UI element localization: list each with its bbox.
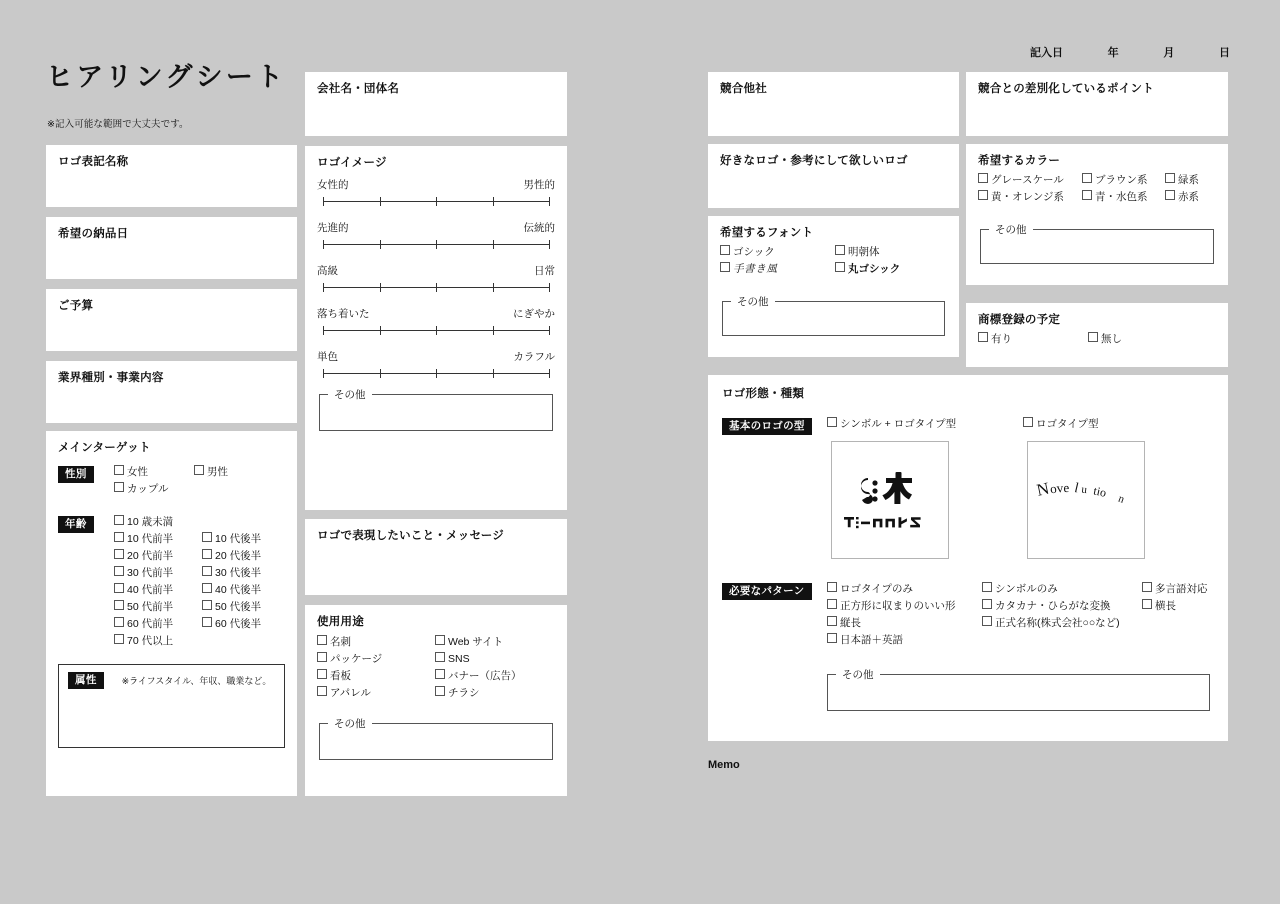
checkbox-label: 60 代前半 [127, 617, 174, 630]
scale-left-label: 高級 [317, 264, 338, 277]
scale-modern-traditional[interactable] [317, 220, 555, 250]
logo-type-other-label: その他 [842, 668, 874, 681]
checkbox-usage-businesscard[interactable] [317, 634, 351, 651]
usage-column-right [435, 634, 555, 702]
checkbox-icon [827, 582, 837, 592]
section-color [966, 144, 1228, 285]
basic-logo-type-tag: 基本のロゴの型 [722, 418, 812, 435]
checkbox-label: パッケージ [330, 652, 383, 665]
checkbox-icon [982, 582, 992, 592]
checkbox-font-round-gothic[interactable] [835, 261, 900, 278]
logo-image-other-label: その他 [334, 388, 366, 401]
checkbox-label: 50 代前半 [127, 600, 174, 613]
checkbox-icon [114, 482, 124, 492]
axis-tick [380, 326, 381, 335]
checkbox-icon [202, 583, 212, 593]
checkbox-label: 黄・オレンジ系 [991, 190, 1064, 203]
checkbox-pattern-square-fit[interactable] [827, 598, 956, 615]
checkbox-label: 正式名称(株式会社○○など) [995, 616, 1120, 629]
checkbox-usage-sns[interactable] [435, 651, 470, 668]
axis-tick [380, 240, 381, 249]
color-title: 希望するカラー [978, 155, 1061, 167]
checkbox-usage-signboard[interactable] [317, 668, 351, 685]
checkbox-label: ブラウン系 [1095, 173, 1148, 186]
checkbox-label: 70 代以上 [127, 634, 174, 647]
checkbox-label: 丸ゴシック [848, 262, 901, 275]
checkbox-icon [114, 549, 124, 559]
checkbox-label: 縦長 [840, 616, 861, 629]
checkbox-age-early40s[interactable] [114, 582, 173, 599]
checkbox-color-yellow-orange[interactable] [978, 189, 1082, 206]
gender-group [58, 464, 285, 498]
basic-logo-type-group [722, 416, 1214, 559]
checkbox-icon [317, 635, 327, 645]
checkbox-age-early10s[interactable] [114, 531, 173, 548]
checkbox-label: 青・水色系 [1095, 190, 1148, 203]
checkbox-gender-female[interactable] [114, 464, 194, 481]
field-logo-name[interactable] [46, 145, 297, 207]
checkbox-font-gothic[interactable] [720, 244, 775, 261]
checkbox-label: 名刺 [330, 635, 351, 648]
checkbox-label: 多言語対応 [1155, 582, 1208, 595]
field-logo-message-title: ロゴで表現したいこと・メッセージ [317, 530, 504, 542]
scale-right-label: にぎやか [513, 307, 555, 320]
field-company-name-title: 会社名・団体名 [317, 83, 400, 95]
axis-tick [323, 326, 324, 335]
checkbox-label: 40 代前半 [127, 583, 174, 596]
checkbox-icon [1082, 173, 1092, 183]
trademark-title: 商標登録の予定 [978, 314, 1061, 326]
logo-sample-symbol-group [827, 416, 1023, 559]
checkbox-label: 無し [1101, 332, 1122, 345]
checkbox-label: Web サイト [448, 635, 504, 648]
axis-tick [380, 369, 381, 378]
axis-tick [380, 197, 381, 206]
checkbox-label: グレースケール [991, 173, 1064, 186]
checkbox-icon [202, 549, 212, 559]
svg-text:ove: ove [1049, 479, 1070, 497]
checkbox-icon [114, 566, 124, 576]
svg-text:l: l [1073, 481, 1079, 497]
attributes-note: ※ライフスタイル、年収、職業など。 [121, 675, 272, 686]
field-competitors-title: 競合他社 [720, 83, 767, 95]
checkbox-color-red[interactable] [1165, 189, 1199, 206]
scale-left-label: 単色 [317, 350, 338, 363]
svg-text:tio: tio [1092, 483, 1108, 500]
day-label[interactable]: 日 [1218, 47, 1230, 59]
main-target-title: メインターゲット [58, 442, 151, 454]
scale-luxury-daily[interactable] [317, 263, 555, 293]
checkbox-label: 緑系 [1178, 173, 1199, 186]
required-pattern-group [722, 581, 1214, 649]
checkbox-label: SNS [448, 652, 470, 665]
field-favorite-logos[interactable] [708, 144, 959, 208]
checkbox-icon [114, 532, 124, 542]
axis-tick [493, 326, 494, 335]
font-column-left [720, 244, 835, 278]
font-title: 希望するフォント [720, 227, 814, 239]
checkbox-icon [202, 600, 212, 610]
field-delivery-date-title: 希望の納品日 [58, 228, 129, 240]
checkbox-icon [1088, 332, 1098, 342]
checkbox-label: カップル [127, 482, 169, 495]
checkbox-icon [202, 532, 212, 542]
section-logo-type [708, 375, 1228, 741]
axis-tick [549, 326, 550, 335]
checkbox-icon [827, 616, 837, 626]
scale-axis[interactable] [323, 282, 549, 293]
checkbox-color-brown[interactable] [1082, 172, 1165, 189]
checkbox-icon [1082, 190, 1092, 200]
required-pattern-tag: 必要なパターン [722, 583, 812, 600]
logo-type-other-box[interactable] [827, 667, 1210, 711]
scale-left-label: 落ち着いた [317, 307, 370, 320]
axis-tick [493, 197, 494, 206]
checkbox-label: 日本語＋英語 [840, 633, 903, 646]
checkbox-icon [1142, 582, 1152, 592]
checkbox-label: チラシ [448, 686, 480, 699]
checkbox-type-logotype[interactable] [1023, 416, 1098, 433]
checkbox-icon [435, 669, 445, 679]
checkbox-age-late10s[interactable] [202, 531, 261, 548]
year-label[interactable]: 年 [1107, 47, 1119, 59]
entry-date-label: 記入日 [1030, 47, 1063, 59]
section-usage [305, 605, 567, 796]
checkbox-icon [827, 417, 837, 427]
checkbox-color-grayscale[interactable] [978, 172, 1082, 189]
checkbox-age-under10[interactable] [114, 514, 173, 531]
field-competitors[interactable] [708, 72, 959, 136]
checkbox-label: 10 代後半 [215, 532, 262, 545]
checkbox-age-early30s[interactable] [114, 565, 173, 582]
logo-sample-logotype-group [1023, 416, 1214, 559]
attributes-tag: 属性 [68, 672, 104, 689]
checkbox-label: 手書き風 [733, 262, 778, 275]
pattern-column-2 [982, 581, 1142, 649]
checkbox-icon [835, 245, 845, 255]
checkbox-label: シンボルのみ [995, 582, 1058, 595]
checkbox-icon [114, 583, 124, 593]
checkbox-icon [317, 652, 327, 662]
checkbox-pattern-kana-conversion[interactable] [982, 598, 1111, 615]
checkbox-icon [114, 617, 124, 627]
scale-axis[interactable] [323, 196, 549, 207]
checkbox-age-early20s[interactable] [114, 548, 173, 565]
field-budget[interactable] [46, 289, 297, 351]
font-other-box[interactable] [722, 294, 945, 336]
checkbox-trademark-no[interactable] [1088, 331, 1122, 348]
checkbox-icon [827, 599, 837, 609]
logo-image-title: ロゴイメージ [317, 157, 387, 169]
field-differentiation-title: 競合との差別化しているポイント [978, 83, 1154, 95]
novelution-wordmark-icon [1030, 474, 1142, 526]
age-column-left [114, 514, 202, 650]
memo-label: Memo [708, 759, 740, 771]
checkbox-icon [317, 669, 327, 679]
checkbox-label: 看板 [330, 669, 351, 682]
axis-tick [493, 240, 494, 249]
checkbox-color-blue-lightblue[interactable] [1082, 189, 1165, 206]
age-column-right [202, 514, 285, 650]
axis-tick [549, 240, 550, 249]
usage-other-label: その他 [334, 717, 366, 730]
gender-tag: 性別 [58, 466, 94, 483]
checkbox-icon [978, 332, 988, 342]
checkbox-label: 10 歳未満 [127, 515, 174, 528]
axis-tick [549, 283, 550, 292]
checkbox-age-late60s[interactable] [202, 616, 261, 633]
field-company-name[interactable] [305, 72, 567, 136]
checkbox-label: 有り [991, 332, 1012, 345]
section-main-target [46, 431, 297, 796]
scale-axis[interactable] [323, 239, 549, 250]
checkbox-icon [202, 617, 212, 627]
svg-text:u: u [1080, 483, 1088, 497]
checkbox-label: カタカナ・ひらがな変換 [995, 599, 1111, 612]
entry-date-row [1030, 44, 1230, 60]
checkbox-usage-website[interactable] [435, 634, 503, 651]
svg-text:N: N [1034, 478, 1051, 500]
axis-tick [380, 283, 381, 292]
field-industry-title: 業界種別・事業内容 [58, 372, 164, 384]
pattern-column-3 [1142, 581, 1214, 649]
font-column-right [835, 244, 947, 278]
axis-tick [436, 283, 437, 292]
checkbox-color-green[interactable] [1165, 172, 1199, 189]
section-logo-image [305, 146, 567, 510]
font-other-label: その他 [737, 295, 769, 308]
checkbox-label: アパレル [330, 686, 371, 699]
color-other-label: その他 [995, 223, 1027, 236]
checkbox-pattern-vertical[interactable] [827, 615, 861, 632]
checkbox-age-late50s[interactable] [202, 599, 261, 616]
pattern-column-1 [827, 581, 982, 649]
checkbox-icon [1165, 173, 1175, 183]
checkbox-icon [982, 599, 992, 609]
month-label[interactable]: 月 [1163, 47, 1175, 59]
axis-tick [323, 283, 324, 292]
checkbox-icon [114, 634, 124, 644]
checkbox-label: 20 代前半 [127, 549, 174, 562]
field-industry[interactable] [46, 361, 297, 423]
logo-image-other-box[interactable] [319, 387, 553, 431]
checkbox-age-late40s[interactable] [202, 582, 261, 599]
checkbox-label: 横長 [1155, 599, 1176, 612]
page-note: ※記入可能な範囲で大丈夫です。 [47, 119, 189, 130]
checkbox-gender-couple[interactable] [114, 481, 168, 498]
logo-type-title: ロゴ形態・種類 [722, 388, 805, 400]
checkbox-icon [194, 465, 204, 475]
scale-right-label: カラフル [513, 350, 555, 363]
checkbox-age-over70s[interactable] [114, 633, 173, 650]
checkbox-label: 明朝体 [848, 246, 880, 258]
field-differentiation[interactable] [966, 72, 1228, 136]
checkbox-usage-banner[interactable] [435, 668, 522, 685]
scale-calm-lively[interactable] [317, 306, 555, 336]
svg-text:n: n [1116, 492, 1126, 506]
checkbox-icon [435, 635, 445, 645]
checkbox-age-late30s[interactable] [202, 565, 261, 582]
checkbox-icon [202, 566, 212, 576]
checkbox-pattern-japanese-english[interactable] [827, 632, 903, 649]
scale-feminine-masculine[interactable] [317, 177, 555, 207]
field-budget-title: ご予算 [58, 300, 94, 312]
usage-column-left [317, 634, 435, 702]
axis-tick [436, 369, 437, 378]
scale-left-label: 先進的 [317, 221, 349, 234]
symbol-mark-icon [855, 470, 925, 510]
checkbox-type-symbol-logotype[interactable] [827, 416, 956, 433]
checkbox-label: 10 代前半 [127, 532, 174, 545]
checkbox-icon [114, 465, 124, 475]
checkbox-icon [317, 686, 327, 696]
checkbox-icon [435, 652, 445, 662]
field-logo-name-title: ロゴ表記名称 [58, 156, 129, 168]
checkbox-font-handwriting[interactable] [720, 261, 778, 278]
field-favorite-logos-title: 好きなロゴ・参考にして欲しいロゴ [720, 155, 908, 167]
checkbox-label: 30 代前半 [127, 566, 174, 579]
checkbox-icon [827, 633, 837, 643]
axis-tick [436, 326, 437, 335]
checkbox-label: ロゴタイプのみ [840, 582, 913, 595]
section-trademark [966, 303, 1228, 367]
checkbox-label: シンボル + ロゴタイプ型 [840, 417, 957, 430]
checkbox-icon [720, 262, 730, 272]
axis-tick [436, 197, 437, 206]
checkbox-label: 30 代後半 [215, 566, 262, 579]
logo-sample-symbol [831, 441, 949, 559]
axis-tick [493, 369, 494, 378]
checkbox-usage-package[interactable] [317, 651, 382, 668]
attributes-box[interactable] [58, 664, 285, 748]
checkbox-age-early50s[interactable] [114, 599, 173, 616]
checkbox-label: 60 代後半 [215, 617, 262, 630]
axis-tick [549, 369, 550, 378]
checkbox-icon [1023, 417, 1033, 427]
checkbox-age-early60s[interactable] [114, 616, 173, 633]
checkbox-icon [114, 600, 124, 610]
checkbox-usage-apparel[interactable] [317, 685, 371, 702]
checkbox-icon [1165, 190, 1175, 200]
axis-tick [436, 240, 437, 249]
checkbox-icon [720, 245, 730, 255]
age-group [58, 514, 285, 650]
checkbox-label: 20 代後半 [215, 549, 262, 562]
checkbox-usage-flyer[interactable] [435, 685, 480, 702]
scale-right-label: 男性的 [523, 178, 555, 191]
axis-tick [323, 197, 324, 206]
axis-tick [493, 283, 494, 292]
checkbox-icon [1142, 599, 1152, 609]
axis-tick [323, 369, 324, 378]
checkbox-label: ロゴタイプ型 [1036, 417, 1099, 430]
checkbox-icon [978, 190, 988, 200]
checkbox-gender-male[interactable] [194, 464, 228, 481]
checkbox-label: バナー（広告） [448, 669, 522, 682]
scale-axis[interactable] [323, 325, 549, 336]
checkbox-icon [835, 262, 845, 272]
logo-sample-logotype [1027, 441, 1145, 559]
checkbox-icon [114, 515, 124, 525]
scale-monochrome-colorful[interactable] [317, 349, 555, 379]
checkbox-label: 男性 [207, 465, 228, 478]
section-font [708, 216, 959, 357]
checkbox-icon [435, 686, 445, 696]
checkbox-trademark-yes[interactable] [978, 331, 1088, 348]
checkbox-label: 50 代後半 [215, 600, 262, 613]
age-tag: 年齢 [58, 516, 94, 533]
usage-title: 使用用途 [317, 616, 364, 628]
axis-tick [323, 240, 324, 249]
checkbox-pattern-logotype-only[interactable] [827, 581, 913, 598]
checkbox-pattern-multilingual[interactable] [1142, 581, 1208, 598]
checkbox-label: 40 代後半 [215, 583, 262, 596]
symbol-mark-wordmark-icon [842, 514, 938, 530]
scale-right-label: 伝統的 [523, 221, 555, 234]
checkbox-icon [982, 616, 992, 626]
scale-left-label: 女性的 [317, 178, 349, 191]
page-title: ヒアリングシート [46, 62, 287, 92]
axis-tick [549, 197, 550, 206]
checkbox-font-mincho[interactable] [835, 244, 880, 261]
checkbox-pattern-formal-name[interactable] [982, 615, 1120, 632]
color-other-box[interactable] [980, 222, 1214, 264]
usage-other-box[interactable] [319, 716, 553, 760]
field-logo-message[interactable] [305, 519, 567, 595]
checkbox-label: 正方形に収まりのいい形 [840, 599, 956, 612]
field-delivery-date[interactable] [46, 217, 297, 279]
checkbox-icon [978, 173, 988, 183]
scale-right-label: 日常 [534, 264, 555, 277]
checkbox-label: 女性 [127, 465, 148, 478]
checkbox-pattern-symbol-only[interactable] [982, 581, 1058, 598]
checkbox-label: 赤系 [1178, 190, 1199, 203]
checkbox-age-late20s[interactable] [202, 548, 261, 565]
checkbox-label: ゴシック [733, 245, 775, 258]
scale-axis[interactable] [323, 368, 549, 379]
checkbox-pattern-horizontal[interactable] [1142, 598, 1176, 615]
